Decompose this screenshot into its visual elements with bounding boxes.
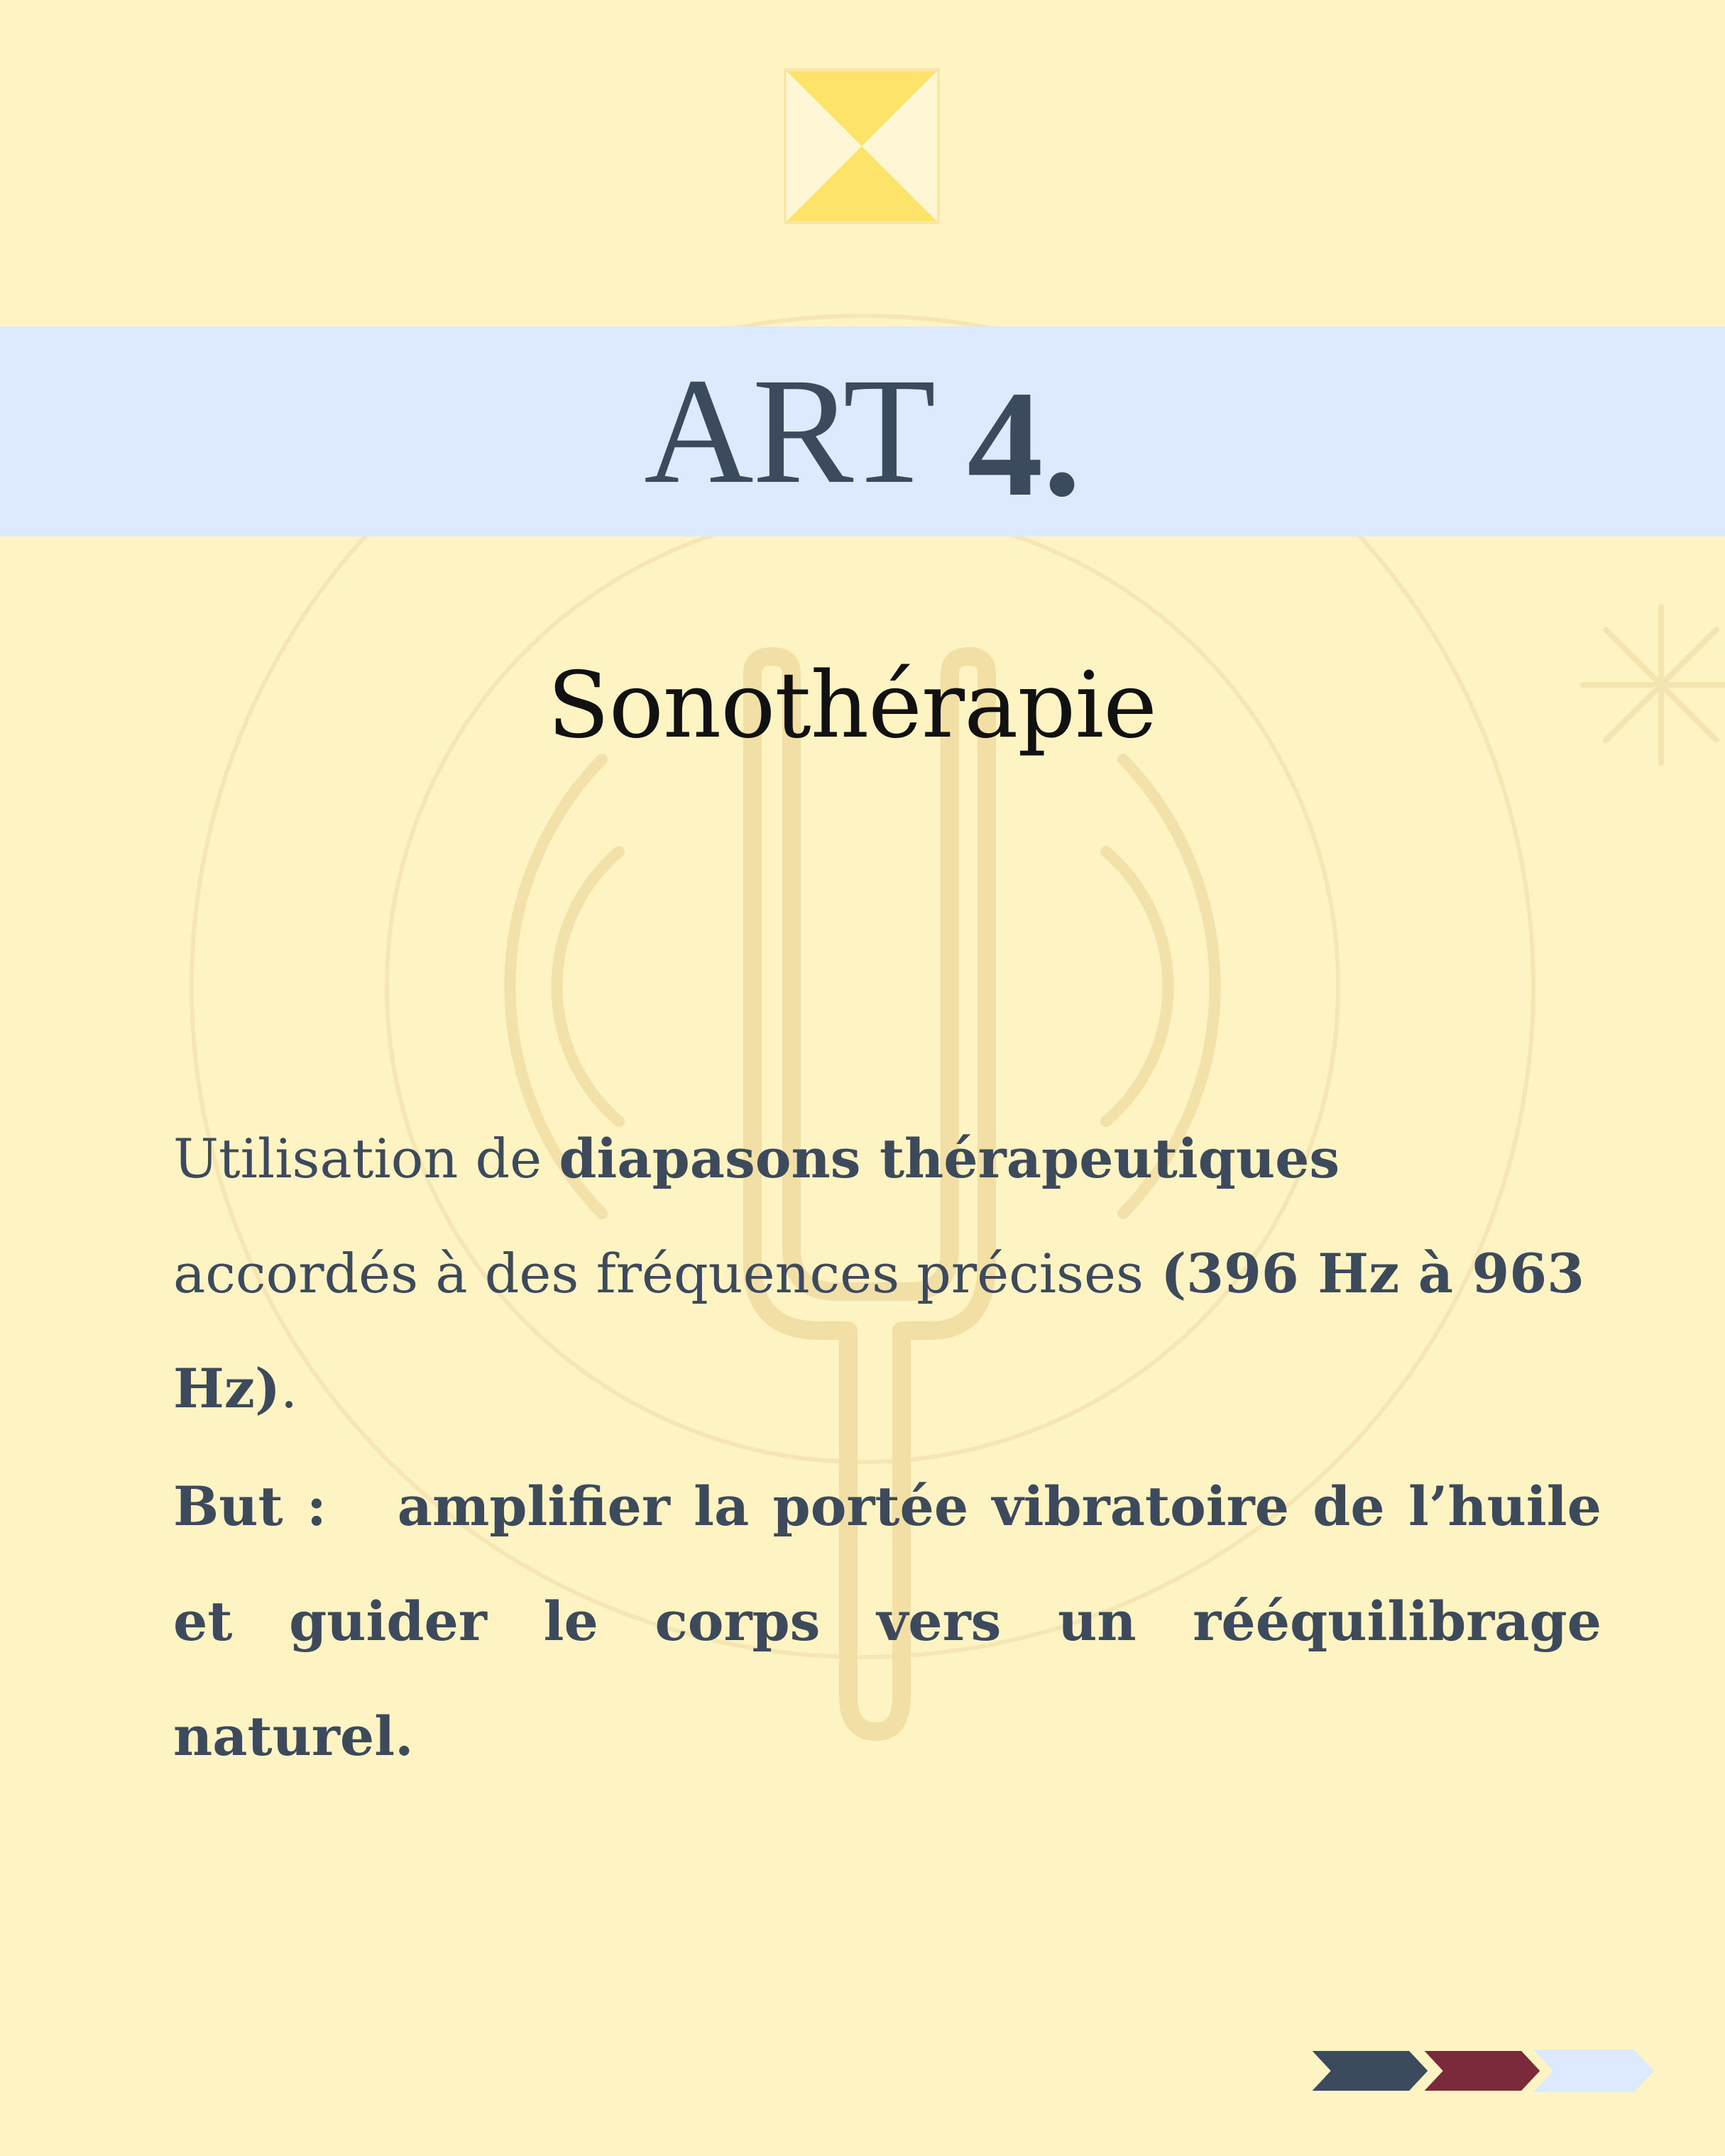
goal-label: But : [173, 1475, 327, 1538]
goal-text: amplifier la portée vibratoire de l’huile et guider le corps vers un rééquilibrage naturel. [173, 1475, 1601, 1768]
hourglass-diamond-icon [784, 68, 940, 224]
goal-paragraph [173, 1449, 1601, 1794]
description-paragraph [173, 1101, 1601, 1446]
title-art-word: ART [644, 347, 935, 515]
title-art-number: 4. [967, 360, 1081, 528]
description-text: Utilisation de [173, 1127, 559, 1190]
arrow-chevron-2 [1421, 2050, 1542, 2092]
description-text: accordés à des fréquences précises [173, 1242, 1161, 1305]
arrow-chevron-1 [1309, 2050, 1430, 2092]
description-emphasis: diapasons thérapeutiques [559, 1127, 1340, 1190]
subtitle: Sonothérapie [547, 653, 1156, 759]
frequency-range: (396 Hz à 963 Hz) [173, 1242, 1585, 1420]
next-arrows-icon[interactable] [1308, 2048, 1655, 2094]
description-text: . [280, 1357, 298, 1420]
page-title [0, 326, 1725, 537]
title-banner [0, 326, 1725, 537]
arrow-chevron-3 [1533, 2050, 1654, 2092]
